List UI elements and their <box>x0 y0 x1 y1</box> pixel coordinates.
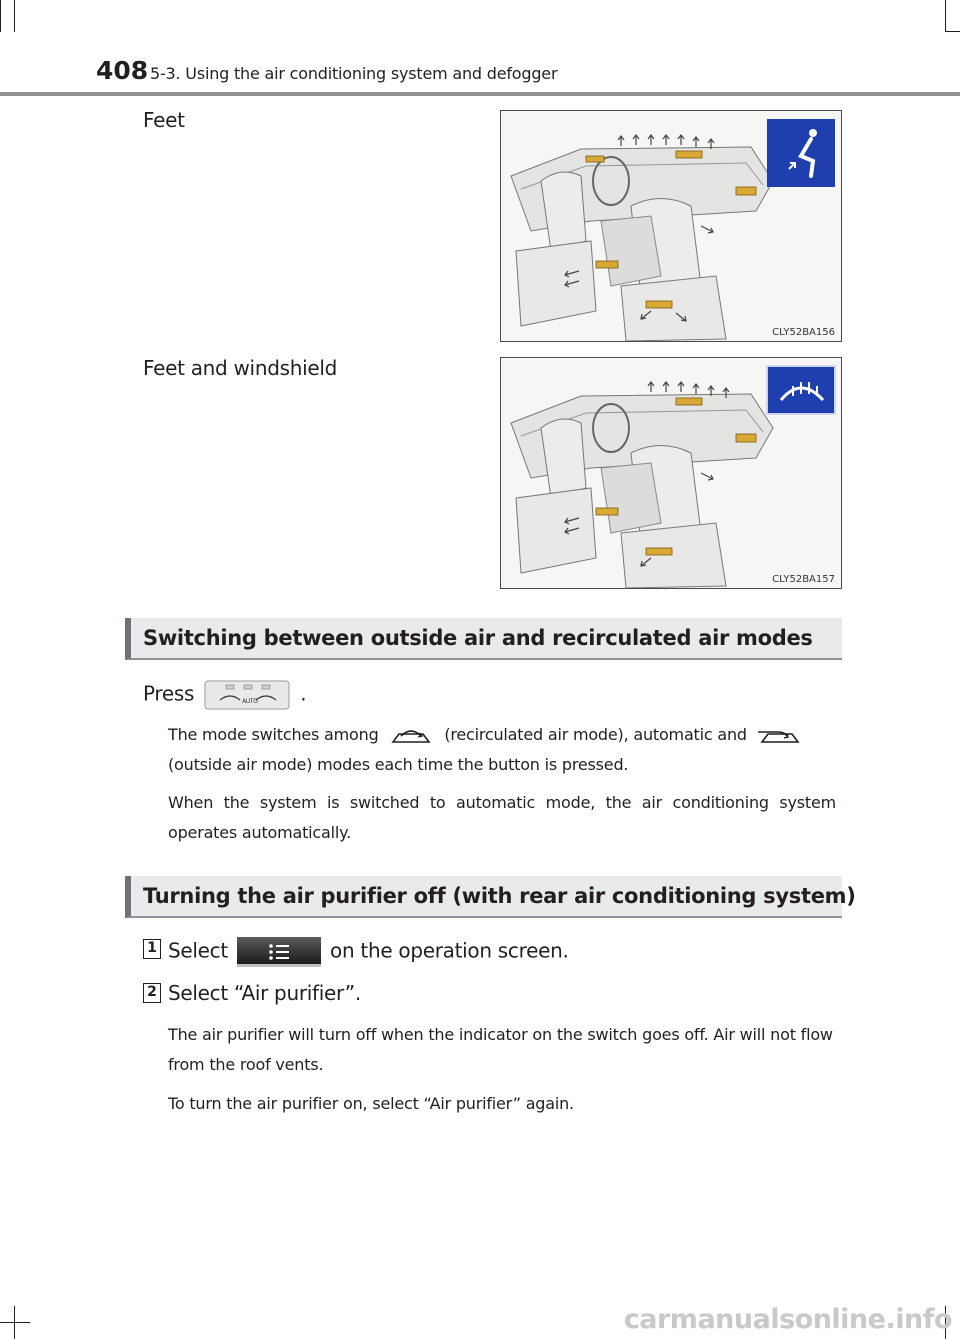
header-rule <box>0 92 960 96</box>
crop-mark <box>0 1322 30 1323</box>
note-automatic-mode: When the system is switched to automatic mode, the air conditioning system operates automatically. <box>168 793 836 842</box>
section-heading-air-modes <box>125 618 842 660</box>
crop-mark <box>14 0 15 32</box>
step-1-text <box>168 937 569 967</box>
menu-list-icon <box>237 937 321 967</box>
cabin-illustration-feet-windshield <box>501 358 841 588</box>
note-text: (outside air mode) modes each time the button is pressed. <box>168 755 629 774</box>
note-text: (recirculated air mode), automatic and <box>444 725 747 744</box>
cabin-illustration-feet <box>501 111 841 341</box>
note-mode-switch <box>168 720 836 780</box>
step-number-1: 1 <box>143 939 161 959</box>
figure-code: CLY52BA156 <box>772 327 835 338</box>
step-text: Select <box>168 938 228 963</box>
figure-feet-mode <box>500 110 842 342</box>
watermark: carmanualsonline.info <box>623 1304 952 1335</box>
figure-feet-windshield-mode <box>500 357 842 589</box>
mode-label-feet: Feet <box>143 108 185 132</box>
outside-air-icon <box>756 726 804 746</box>
crop-mark <box>0 0 1 32</box>
recirculated-air-icon <box>387 726 435 746</box>
figure-code: CLY52BA157 <box>772 574 835 585</box>
mode-label-feet-windshield: Feet and windshield <box>143 356 337 380</box>
section-title: Turning the air purifier off (with rear air conditioning system) <box>143 884 856 908</box>
press-instruction <box>143 680 306 710</box>
crop-mark <box>945 0 946 32</box>
section-heading-air-purifier <box>125 876 856 918</box>
note-purifier-on: To turn the air purifier on, select “Air purifier” again. <box>168 1094 574 1113</box>
chapter-title: 5-3. Using the air conditioning system and defogger <box>150 64 558 83</box>
step-text: on the operation screen. <box>330 938 569 963</box>
step-2-text: Select “Air purifier”. <box>168 981 361 1005</box>
press-text: Press <box>143 681 195 706</box>
auto-text: AUTO <box>242 698 258 705</box>
page-number: 408 <box>96 56 149 85</box>
step-number-2: 2 <box>143 983 161 1003</box>
note-text: The mode switches among <box>168 725 379 744</box>
press-period: . <box>300 681 307 706</box>
section-title: Switching between outside air and recirculated air modes <box>143 626 813 650</box>
note-purifier-off: The air purifier will turn off when the indicator on the switch goes off. Air will not flow from the roof vents. <box>168 1025 833 1074</box>
air-intake-switch-icon <box>204 680 290 710</box>
crop-mark <box>945 31 960 32</box>
